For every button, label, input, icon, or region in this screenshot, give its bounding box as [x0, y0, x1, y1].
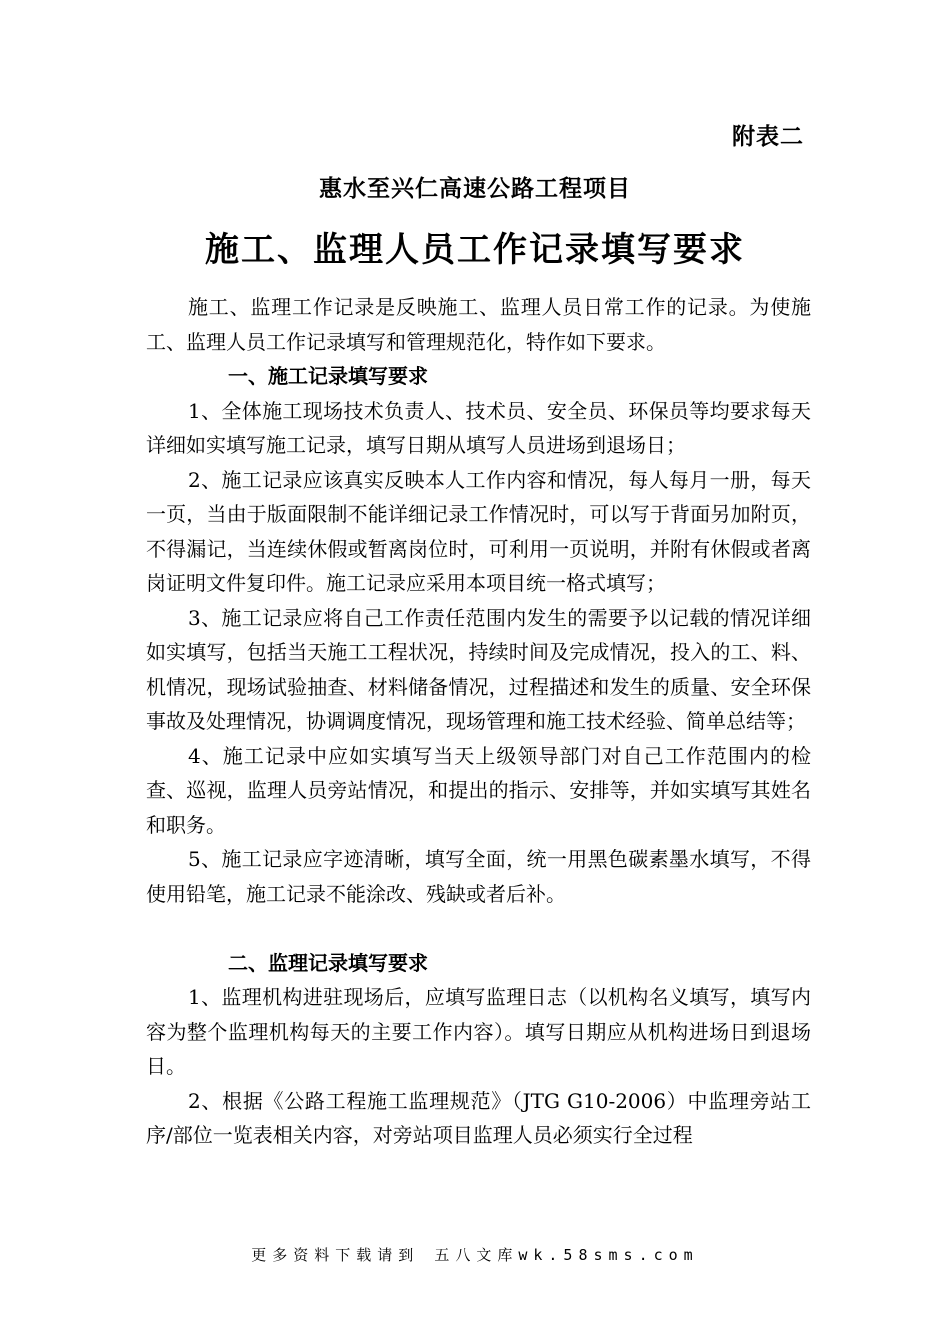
section-heading-supervision: 二、监理记录填写要求	[228, 950, 428, 975]
footer-download-note: 更多资料下载请到 五八文库wk.58sms.com	[251, 1246, 699, 1264]
construction-item-2: 2、施工记录应该真实反映本人工作内容和情况，每人每月一册，每天一页，当由于版面限制不能详细记录工作情况时，可以写于背面另加附页，不得漏记，当连续休假或暂离岗位时，可利用一页说明，并附有休假或者离岗证明文件复印件。施工记录应采用本项目统一格式填写；	[146, 467, 811, 595]
construction-item-3: 3、施工记录应将自己工作责任范围内发生的需要予以记载的情况详细如实填写，包括当天施工工程状况，持续时间及完成情况，投入的工、料、机情况，现场试验抽查、材料储备情况，过程描述和发生的质量、安全环保事故及处理情况，协调调度情况，现场管理和施工技术经验、简单总结等；	[146, 605, 811, 733]
construction-item-4: 4、施工记录中应如实填写当天上级领导部门对自己工作范围内的检查、巡视，监理人员旁站情况，和提出的指示、安排等，并如实填写其姓名和职务。	[146, 743, 811, 837]
project-title: 惠水至兴仁高速公路工程项目	[319, 175, 631, 202]
appendix-label: 附表二	[732, 123, 804, 150]
supervision-item-2: 2、根据《公路工程施工监理规范》（JTG G10-2006）中监理旁站工序/部位一览表相关内容，对旁站项目监理人员必须实行全过程	[146, 1088, 811, 1147]
section-heading-construction: 一、施工记录填写要求	[228, 364, 428, 388]
construction-item-5: 5、施工记录应字迹清晰，填写全面，统一用黑色碳素墨水填写，不得使用铅笔，施工记录不能涂改、残缺或者后补。	[146, 847, 811, 906]
page-title: 施工、监理人员工作记录填写要求	[205, 230, 745, 270]
construction-item-1: 1、全体施工现场技术负责人、技术员、安全员、环保员等均要求每天详细如实填写施工记录，填写日期从填写人员进场到退场日；	[146, 398, 811, 457]
intro-paragraph: 施工、监理工作记录是反映施工、监理人员日常工作的记录。为使施工、监理人员工作记录填写和管理规范化，特作如下要求。	[146, 295, 811, 354]
supervision-item-1: 1、监理机构进驻现场后，应填写监理日志（以机构名义填写，填写内容为整个监理机构每天的主要工作内容）。填写日期应从机构进场日到退场日。	[146, 985, 811, 1078]
document-body	[146, 290, 811, 1153]
section-spacer	[146, 911, 811, 946]
